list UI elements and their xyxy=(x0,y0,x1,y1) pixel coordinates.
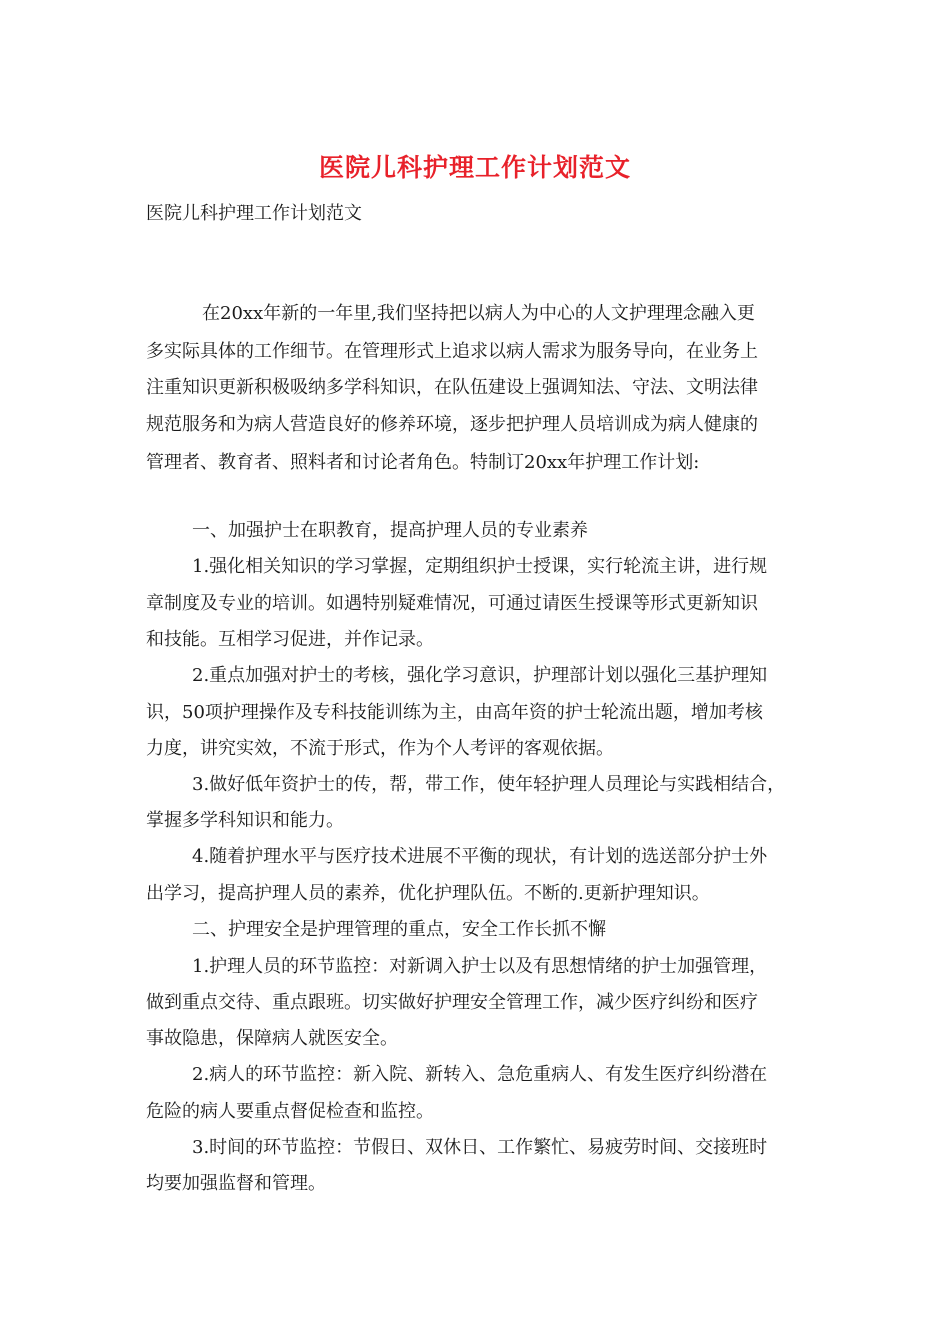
item-1-2-line-1: 2.重点加强对护士的考核，强化学习意识，护理部计划以强化三基护理知 xyxy=(192,665,768,686)
intro-line-1: 在20xx年新的一年里,我们坚持把以病人为中心的人文护理理念融入更 xyxy=(202,303,755,324)
document-subtitle: 医院儿科护理工作计划范文 xyxy=(146,203,362,224)
item-2-3-line-2: 均要加强监督和管理。 xyxy=(146,1173,326,1194)
item-1-3-line-1: 3.做好低年资护士的传，帮，带工作，使年轻护理人员理论与实践相结合， xyxy=(192,774,786,795)
item-2-1-line-1: 1.护理人员的环节监控：对新调入护士以及有思想情绪的护士加强管理， xyxy=(192,956,768,977)
item-1-3-line-2: 掌握多学科知识和能力。 xyxy=(146,810,344,831)
item-2-1-line-3: 事故隐患，保障病人就医安全。 xyxy=(146,1028,398,1049)
item-1-2-line-2: 识，50项护理操作及专科技能训练为主，由高年资的护士轮流出题，增加考核 xyxy=(146,702,763,723)
item-2-2-line-1: 2.病人的环节监控：新入院、新转入、急危重病人、有发生医疗纠纷潜在 xyxy=(192,1064,768,1085)
item-1-4-line-1: 4.随着护理水平与医疗技术进展不平衡的现状，有计划的选送部分护士外 xyxy=(192,846,768,867)
item-1-1-line-1: 1.强化相关知识的学习掌握，定期组织护士授课，实行轮流主讲，进行规 xyxy=(192,556,768,577)
item-1-1-line-3: 和技能。互相学习促进，并作记录。 xyxy=(146,629,434,650)
document-title: 医院儿科护理工作计划范文 xyxy=(318,153,631,182)
intro-line-2: 多实际具体的工作细节。在管理形式上追求以病人需求为服务导向，在业务上 xyxy=(146,341,758,362)
item-1-1-line-2: 章制度及专业的培训。如遇特别疑难情况，可通过请医生授课等形式更新知识 xyxy=(146,593,758,614)
intro-line-4: 规范服务和为病人营造良好的修养环境，逐步把护理人员培训成为病人健康的 xyxy=(146,414,758,435)
item-2-2-line-2: 危险的病人要重点督促检查和监控。 xyxy=(146,1101,434,1122)
item-2-3-line-1: 3.时间的环节监控：节假日、双休日、工作繁忙、易疲劳时间、交接班时 xyxy=(192,1137,768,1158)
item-1-4-line-2: 出学习，提高护理人员的素养，优化护理队伍。不断的.更新护理知识。 xyxy=(146,883,710,904)
intro-line-5: 管理者、教育者、照料者和讨论者角色。特制订20xx年护理工作计划: xyxy=(146,452,700,473)
item-1-2-line-3: 力度，讲究实效，不流于形式，作为个人考评的客观依据。 xyxy=(146,738,614,759)
item-2-1-line-2: 做到重点交待、重点跟班。切实做好护理安全管理工作，减少医疗纠纷和医疗 xyxy=(146,992,758,1013)
section-heading-2: 二、护理安全是护理管理的重点，安全工作长抓不懈 xyxy=(192,919,606,940)
intro-line-3: 注重知识更新积极吸纳多学科知识，在队伍建设上强调知法、守法、文明法律 xyxy=(146,377,758,398)
section-heading-1: 一、加强护士在职教育，提高护理人员的专业素养 xyxy=(192,520,588,541)
